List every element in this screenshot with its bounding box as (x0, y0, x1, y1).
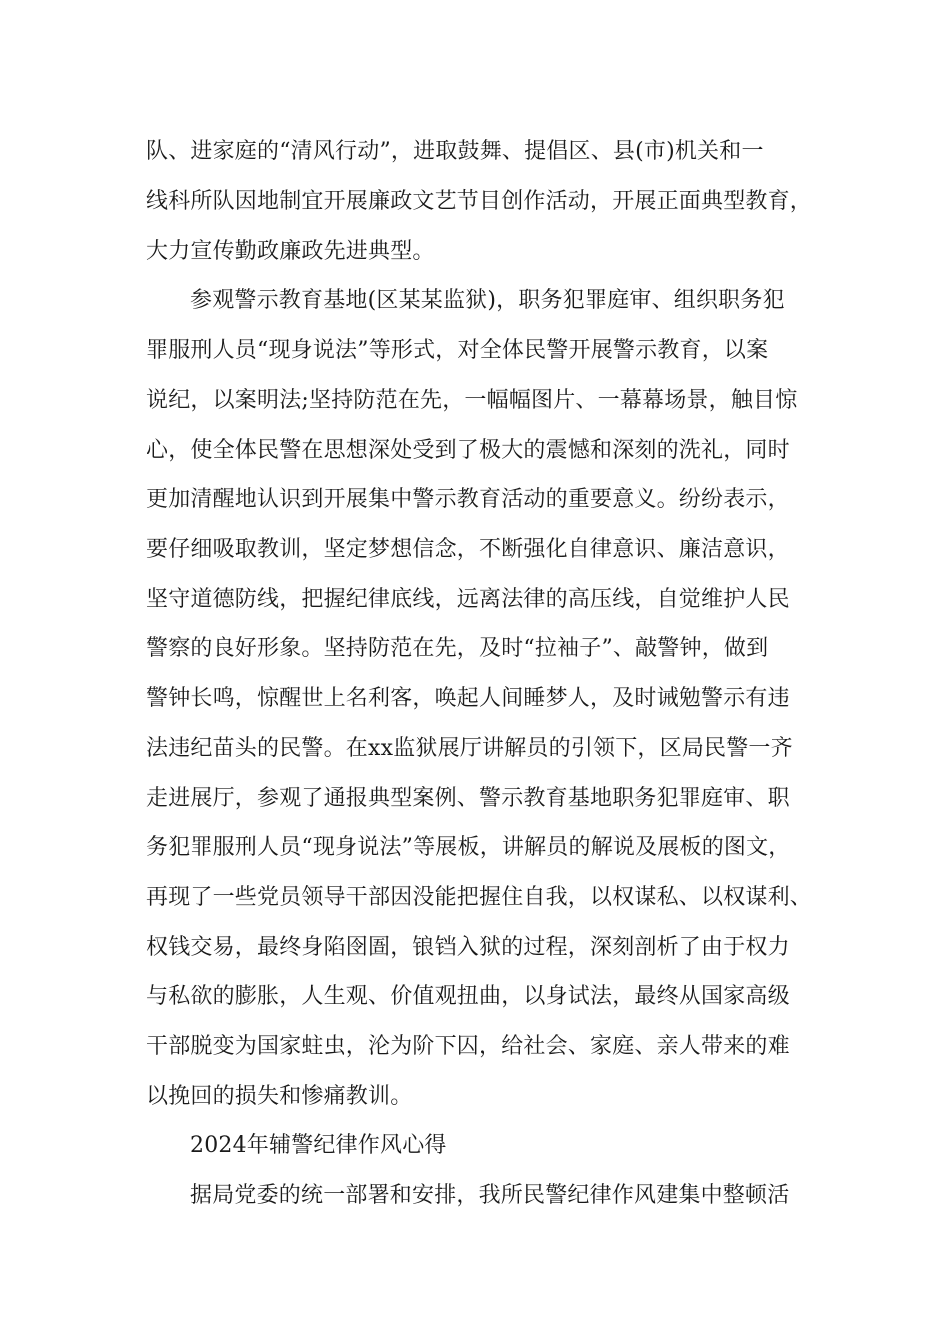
text-line: 坚守道德防线，把握纪律底线，远离法律的高压线，自觉维护人民 (146, 587, 790, 612)
text-line: 队、进家庭的“清风行动”，进取鼓舞、提倡区、县(市)机关和一 (146, 139, 764, 164)
text-line: 警钟长鸣，惊醒世上名利客，唤起人间睡梦人，及时诫勉警示有违 (146, 686, 790, 711)
paragraph-first-line: 据局党委的统一部署和安排，我所民警纪律作风建集中整顿活 (190, 1183, 790, 1208)
text-line: 线科所队因地制宜开展廉政文艺节目创作活动，开展正面典型教育， (146, 189, 813, 214)
text-line: 务犯罪服刑人员“现身说法”等展板，讲解员的解说及展板的图文， (146, 835, 791, 860)
text-line: 罪服刑人员“现身说法”等形式，对全体民警开展警示教育，以案 (146, 338, 769, 363)
text-line: 与私欲的膨胀，人生观、价值观扭曲，以身试法，最终从国家高级 (146, 984, 790, 1009)
text-line: 大力宣传勤政廉政先进典型。 (146, 239, 435, 264)
text-line: 法违纪苗头的民警。在xx监狱展厅讲解员的引领下，区局民警一齐 (146, 736, 793, 761)
text-line: 更加清醒地认识到开展集中警示教育活动的重要意义。纷纷表示， (146, 487, 790, 512)
section-heading: 2024年辅警纪律作风心得 (190, 1133, 447, 1158)
text-line: 心，使全体民警在思想深处受到了极大的震憾和深刻的洗礼，同时 (146, 438, 790, 463)
text-line: 干部脱变为国家蛀虫，沦为阶下囚，给社会、家庭、亲人带来的难 (146, 1034, 790, 1059)
text-line: 警察的良好形象。坚持防范在先，及时“拉袖子”、敲警钟，做到 (146, 636, 769, 661)
text-line: 权钱交易，最终身陷囹圄，锒铛入狱的过程，深刻剖析了由于权力 (146, 935, 790, 960)
text-line: 说纪，以案明法;坚持防范在先，一幅幅图片、一幕幕场景，触目惊 (146, 388, 798, 413)
text-line: 以挽回的损失和惨痛教训。 (146, 1084, 413, 1109)
text-line: 要仔细吸取教训，坚定梦想信念，不断强化自律意识、廉洁意识， (146, 537, 790, 562)
text-line: 走进展厅，参观了通报典型案例、警示教育基地职务犯罪庭审、职 (146, 786, 790, 811)
paragraph-first-line: 参观警示教育基地(区某某监狱)，职务犯罪庭审、组织职务犯 (190, 288, 785, 313)
text-line: 再现了一些党员领导干部因没能把握住自我，以权谋私、以权谋利、 (146, 885, 813, 910)
